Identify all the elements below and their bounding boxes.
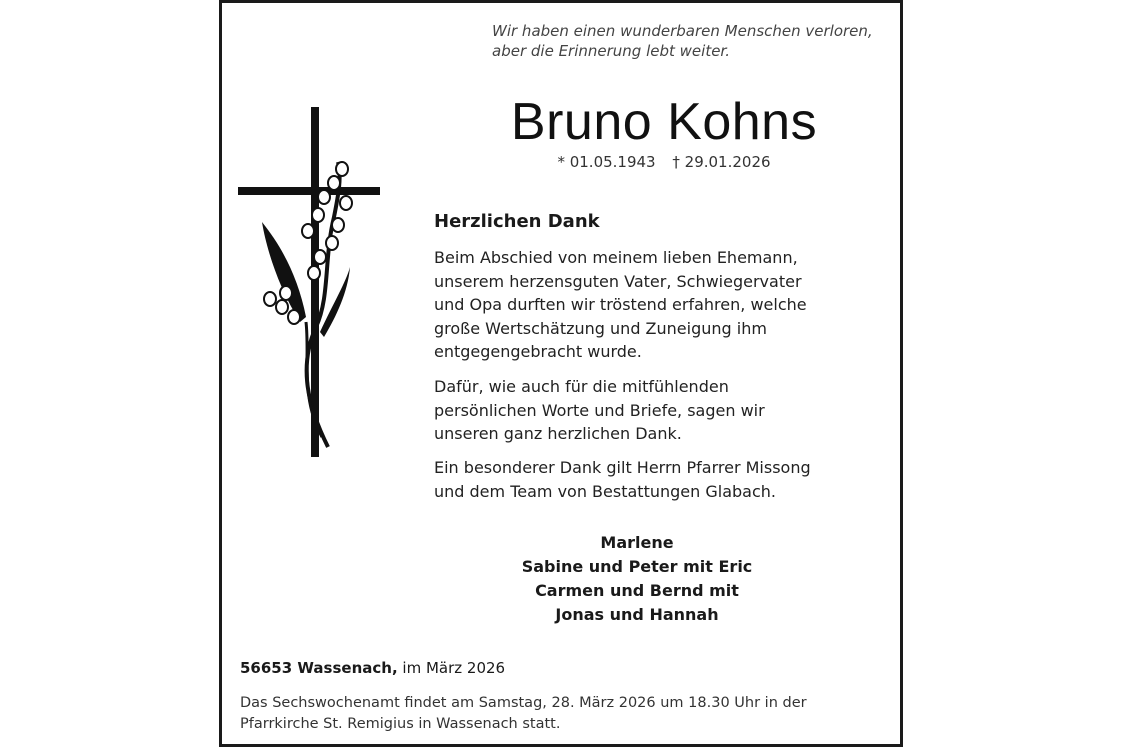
note-line: Das Sechswochenamt findet am Samstag, 28. März 2026 um 18.30 Uhr in der: [240, 695, 807, 711]
signer: Marlene: [600, 533, 674, 552]
death-date: † 29.01.2026: [672, 153, 771, 171]
signers: [452, 531, 822, 627]
text-line: Dafür, wie auch für die mitfühlenden: [434, 377, 729, 396]
text-line: unseren ganz herzlichen Dank.: [434, 424, 682, 443]
service-note: [240, 693, 890, 735]
cross-with-lily-icon: [238, 107, 386, 457]
paragraph-farewell: [434, 246, 884, 364]
text-line: unserem herzensguten Vater, Schwiegervater: [434, 271, 802, 291]
text-line: Beim Abschied von meinem lieben Ehemann,: [434, 248, 798, 267]
place-city: 56653 Wassenach,: [240, 659, 398, 677]
text-line: große Wertschätzung und Zuneigung ihm: [434, 318, 767, 338]
text-line: und Opa durften wir tröstend erfahren, welche: [434, 295, 807, 314]
text-line: entgegengebracht wurde.: [434, 342, 642, 361]
motto: [492, 21, 902, 61]
place-and-date: [240, 658, 505, 678]
paragraph-gratitude: [434, 375, 884, 446]
signer: Sabine und Peter mit Eric: [521, 557, 753, 576]
life-dates: [494, 152, 834, 172]
thanks-heading: Herzlichen Dank: [434, 211, 600, 232]
deceased-name: Bruno Kohns: [510, 93, 818, 151]
signer: Jonas und Hannah: [555, 605, 719, 624]
place-date: im März 2026: [402, 659, 506, 677]
motto-line: Wir haben einen wunderbaren Menschen verloren,: [492, 22, 873, 40]
motto-line: aber die Erinnerung lebt weiter.: [492, 42, 730, 60]
text-line: und dem Team von Bestattungen Glabach.: [434, 481, 776, 501]
obituary-card: [219, 0, 903, 747]
text-line: persönlichen Worte und Briefe, sagen wir: [434, 400, 765, 420]
note-line: Pfarrkirche St. Remigius in Wassenach statt.: [240, 716, 561, 732]
signer: Carmen und Bernd mit: [535, 581, 739, 600]
birth-date: * 01.05.1943: [557, 153, 656, 171]
text-line: Ein besonderer Dank gilt Herrn Pfarrer Missong: [434, 458, 811, 477]
paragraph-special-thanks: [434, 456, 884, 503]
